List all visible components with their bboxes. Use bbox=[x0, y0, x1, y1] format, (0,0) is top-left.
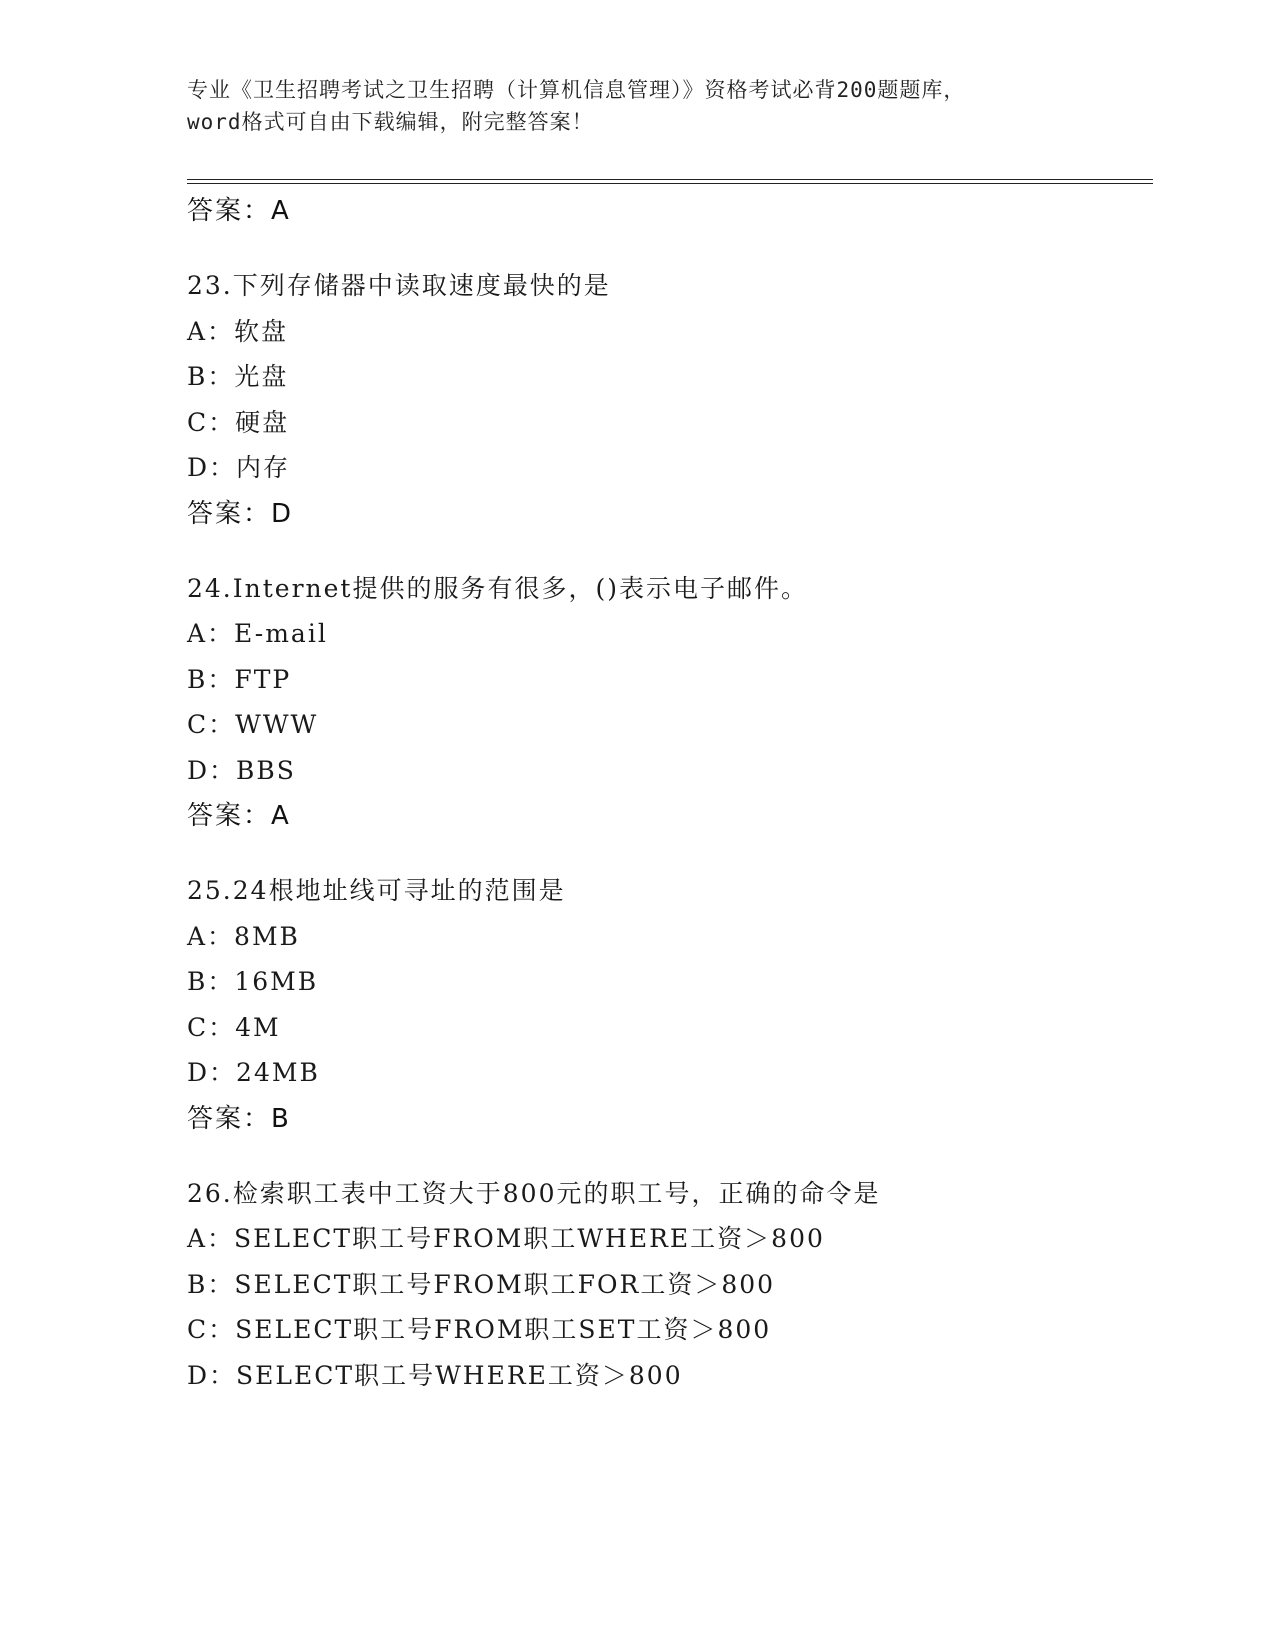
answer-line: 答案：B bbox=[187, 1103, 291, 1134]
question-23 bbox=[187, 263, 1147, 537]
question-text: 23.下列存储器中读取速度最快的是 bbox=[187, 271, 611, 300]
option-b: B：16MB bbox=[187, 967, 319, 996]
option-c: C：SELECT职工号FROM职工SET工资＞800 bbox=[187, 1315, 772, 1344]
option-c: C：4M bbox=[187, 1012, 281, 1042]
question-text: 24.Internet提供的服务有很多，()表示电子邮件。 bbox=[187, 573, 808, 603]
option-a: A：E-mail bbox=[187, 619, 328, 648]
question-list bbox=[187, 188, 1147, 1398]
question-24 bbox=[187, 566, 1147, 840]
question-text: 26.检索职工表中工资大于800元的职工号，正确的命令是 bbox=[187, 1178, 881, 1208]
question-25 bbox=[187, 868, 1147, 1142]
option-a: A：软盘 bbox=[187, 316, 289, 346]
header-divider-top bbox=[187, 179, 1153, 180]
header-line-1: 专业《卫生招聘考试之卫生招聘（计算机信息管理）》资格考试必背200题题库， bbox=[187, 78, 966, 102]
option-c: C：WWW bbox=[187, 710, 319, 739]
option-d: D：SELECT职工号WHERE工资＞800 bbox=[187, 1360, 683, 1390]
document-header bbox=[187, 74, 1107, 138]
option-d: D：BBS bbox=[187, 755, 296, 785]
option-b: B：光盘 bbox=[187, 362, 289, 391]
question-26 bbox=[187, 1171, 1147, 1399]
question-text: 25.24根地址线可寻址的范围是 bbox=[187, 876, 566, 905]
header-divider-bottom bbox=[187, 183, 1153, 184]
option-a: A：8MB bbox=[187, 921, 300, 951]
answer-line: 答案：D bbox=[187, 498, 294, 529]
answer-line: 答案：A bbox=[187, 801, 291, 831]
option-d: D：24MB bbox=[187, 1058, 320, 1087]
header-line-2: word格式可自由下载编辑，附完整答案！ bbox=[187, 110, 594, 134]
option-b: B：SELECT职工号FROM职工FOR工资＞800 bbox=[187, 1269, 776, 1299]
option-d: D：内存 bbox=[187, 453, 291, 482]
option-c: C：硬盘 bbox=[187, 407, 290, 437]
option-b: B：FTP bbox=[187, 664, 292, 694]
answer-line: 答案：A bbox=[187, 196, 291, 226]
option-a: A：SELECT职工号FROM职工WHERE工资＞800 bbox=[187, 1224, 825, 1253]
